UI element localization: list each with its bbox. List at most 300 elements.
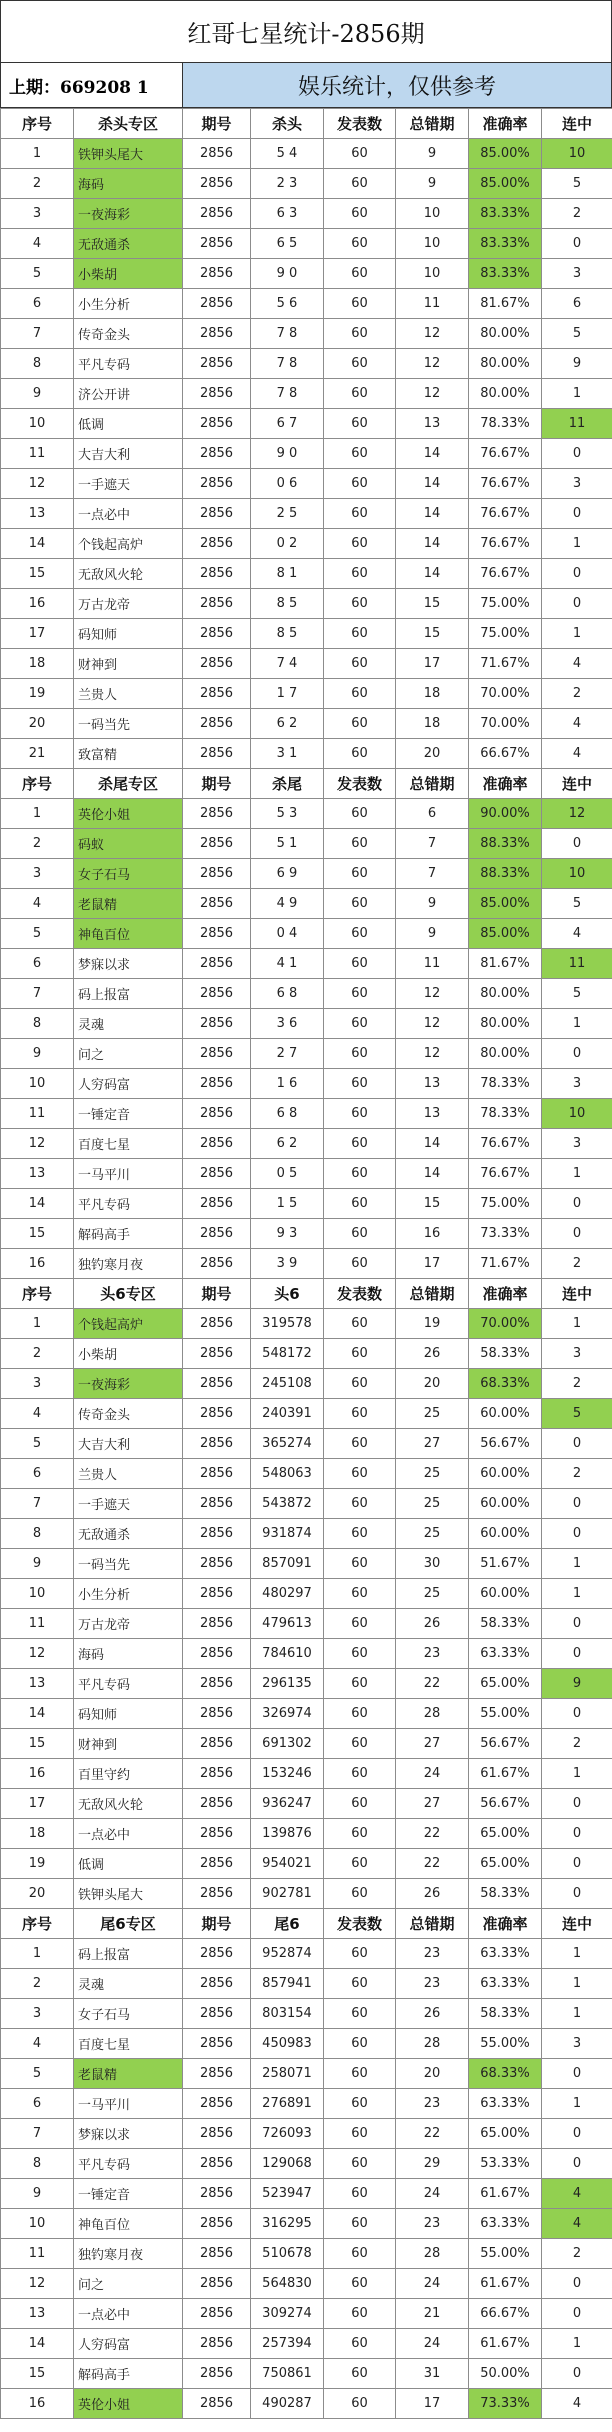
table-row [1,919,612,949]
cell-streak: 0 [542,829,612,859]
cell-value: 6 9 [251,859,324,889]
cell-index: 6 [1,949,74,979]
cell-value: 296135 [251,1669,324,1699]
cell-accuracy: 65.00% [469,1849,542,1879]
cell-count: 60 [324,2269,396,2299]
cell-count: 60 [324,1789,396,1819]
cell-errors: 28 [396,2239,469,2269]
cell-name: 码知师 [74,619,183,649]
column-header-value: 杀头 [251,109,324,139]
cell-index: 19 [1,1849,74,1879]
cell-period: 2856 [183,1789,251,1819]
cell-period: 2856 [183,559,251,589]
cell-name: 财神到 [74,1729,183,1759]
cell-errors: 21 [396,2299,469,2329]
cell-name: 低调 [74,409,183,439]
cell-count: 60 [324,1069,396,1099]
column-header-index: 序号 [1,109,74,139]
table-row [1,1819,612,1849]
cell-accuracy: 56.67% [469,1789,542,1819]
cell-errors: 14 [396,1159,469,1189]
cell-value: 490287 [251,2389,324,2419]
cell-streak: 2 [542,679,612,709]
cell-value: 1 7 [251,679,324,709]
column-header-accuracy: 准确率 [469,1909,542,1939]
cell-name: 低调 [74,1849,183,1879]
cell-value: 450983 [251,2029,324,2059]
cell-period: 2856 [183,1009,251,1039]
table-row [1,1429,612,1459]
cell-accuracy: 60.00% [469,1579,542,1609]
cell-errors: 13 [396,409,469,439]
cell-accuracy: 63.33% [469,2209,542,2239]
cell-value: 309274 [251,2299,324,2329]
cell-accuracy: 61.67% [469,2329,542,2359]
table-row [1,1759,612,1789]
cell-accuracy: 70.00% [469,1309,542,1339]
cell-accuracy: 76.67% [469,1129,542,1159]
cell-period: 2856 [183,1039,251,1069]
cell-count: 60 [324,619,396,649]
cell-count: 60 [324,1189,396,1219]
cell-streak: 2 [542,1459,612,1489]
cell-accuracy: 63.33% [469,2089,542,2119]
cell-value: 954021 [251,1849,324,1879]
cell-name: 老鼠精 [74,889,183,919]
table-row [1,1099,612,1129]
cell-streak: 0 [542,2299,612,2329]
cell-count: 60 [324,1039,396,1069]
cell-value: 258071 [251,2059,324,2089]
cell-name: 一马平川 [74,1159,183,1189]
cell-accuracy: 70.00% [469,679,542,709]
cell-index: 11 [1,1609,74,1639]
cell-accuracy: 76.67% [469,499,542,529]
cell-value: 8 5 [251,619,324,649]
table-row [1,319,612,349]
cell-errors: 16 [396,1219,469,1249]
column-header-value: 头6 [251,1279,324,1309]
last-draw: 上期：669208 1 [1,63,183,107]
table-row [1,1639,612,1669]
table-row [1,1729,612,1759]
cell-value: 1 5 [251,1189,324,1219]
cell-index: 20 [1,1879,74,1909]
cell-index: 12 [1,1129,74,1159]
column-header-count: 发表数 [324,1909,396,1939]
cell-streak: 4 [542,649,612,679]
cell-errors: 25 [396,1489,469,1519]
cell-value: 153246 [251,1759,324,1789]
cell-value: 523947 [251,2179,324,2209]
cell-streak: 2 [542,1249,612,1279]
table-row [1,1879,612,1909]
cell-accuracy: 71.67% [469,1249,542,1279]
cell-value: 129068 [251,2149,324,2179]
cell-period: 2856 [183,1159,251,1189]
cell-value: 0 6 [251,469,324,499]
cell-accuracy: 55.00% [469,1699,542,1729]
cell-value: 1 6 [251,1069,324,1099]
cell-count: 60 [324,1849,396,1879]
cell-name: 海码 [74,169,183,199]
cell-streak: 0 [542,559,612,589]
cell-value: 480297 [251,1579,324,1609]
cell-name: 女子石马 [74,859,183,889]
cell-period: 2856 [183,1759,251,1789]
cell-accuracy: 78.33% [469,409,542,439]
cell-errors: 28 [396,2029,469,2059]
cell-errors: 20 [396,1369,469,1399]
cell-count: 60 [324,1879,396,1909]
cell-index: 14 [1,529,74,559]
cell-value: 139876 [251,1819,324,1849]
cell-value: 5 6 [251,289,324,319]
cell-errors: 23 [396,1939,469,1969]
cell-errors: 23 [396,1639,469,1669]
cell-value: 5 3 [251,799,324,829]
cell-value: 784610 [251,1639,324,1669]
cell-errors: 25 [396,1579,469,1609]
cell-streak: 0 [542,2149,612,2179]
page-title: 红哥七星统计-2856期 [0,0,612,62]
section-header-row [1,109,612,139]
table-row [1,2269,612,2299]
cell-value: 6 8 [251,979,324,1009]
cell-name: 码蚁 [74,829,183,859]
cell-value: 902781 [251,1879,324,1909]
cell-value: 548172 [251,1339,324,1369]
cell-count: 60 [324,1159,396,1189]
cell-streak: 4 [542,919,612,949]
cell-index: 11 [1,2239,74,2269]
cell-period: 2856 [183,1069,251,1099]
cell-name: 平凡专码 [74,2149,183,2179]
table-row [1,229,612,259]
table-row [1,559,612,589]
cell-name: 铁钾头尾大 [74,1879,183,1909]
table-row [1,1219,612,1249]
cell-period: 2856 [183,2239,251,2269]
cell-index: 3 [1,1999,74,2029]
table-row [1,2299,612,2329]
cell-errors: 11 [396,949,469,979]
cell-streak: 11 [542,409,612,439]
cell-errors: 26 [396,1999,469,2029]
cell-count: 60 [324,589,396,619]
cell-count: 60 [324,1099,396,1129]
cell-errors: 15 [396,589,469,619]
cell-index: 1 [1,1939,74,1969]
cell-errors: 10 [396,229,469,259]
cell-count: 60 [324,439,396,469]
cell-count: 60 [324,1009,396,1039]
cell-errors: 12 [396,349,469,379]
cell-streak: 1 [542,1549,612,1579]
cell-errors: 31 [396,2359,469,2389]
cell-period: 2856 [183,2359,251,2389]
table-row [1,1609,612,1639]
cell-errors: 27 [396,1729,469,1759]
cell-errors: 7 [396,829,469,859]
cell-errors: 24 [396,1759,469,1789]
cell-accuracy: 65.00% [469,2119,542,2149]
table-row [1,1549,612,1579]
cell-name: 一手遮天 [74,1489,183,1519]
table-row [1,379,612,409]
table-row [1,199,612,229]
table-row [1,2329,612,2359]
cell-name: 灵魂 [74,1009,183,1039]
cell-index: 12 [1,1639,74,1669]
cell-period: 2856 [183,679,251,709]
cell-count: 60 [324,1249,396,1279]
cell-period: 2856 [183,619,251,649]
cell-errors: 13 [396,1069,469,1099]
cell-name: 一马平川 [74,2089,183,2119]
cell-accuracy: 73.33% [469,2389,542,2419]
cell-name: 人穷码富 [74,1069,183,1099]
cell-index: 10 [1,2209,74,2239]
cell-streak: 1 [542,1159,612,1189]
cell-accuracy: 85.00% [469,889,542,919]
cell-period: 2856 [183,2149,251,2179]
cell-name: 英伦小姐 [74,799,183,829]
cell-index: 12 [1,469,74,499]
table-row [1,1699,612,1729]
cell-count: 60 [324,1579,396,1609]
cell-period: 2856 [183,1129,251,1159]
cell-period: 2856 [183,139,251,169]
column-header-index: 序号 [1,1279,74,1309]
cell-period: 2856 [183,799,251,829]
cell-index: 15 [1,559,74,589]
column-header-streak: 连中 [542,1909,612,1939]
cell-accuracy: 78.33% [469,1069,542,1099]
cell-streak: 5 [542,319,612,349]
table-row [1,499,612,529]
cell-index: 8 [1,1519,74,1549]
cell-period: 2856 [183,289,251,319]
cell-count: 60 [324,949,396,979]
cell-value: 276891 [251,2089,324,2119]
cell-errors: 22 [396,1669,469,1699]
cell-index: 17 [1,1789,74,1819]
cell-period: 2856 [183,1369,251,1399]
cell-name: 问之 [74,1039,183,1069]
cell-index: 5 [1,259,74,289]
cell-streak: 3 [542,259,612,289]
cell-name: 海码 [74,1639,183,1669]
cell-errors: 19 [396,1309,469,1339]
column-header-period: 期号 [183,1909,251,1939]
cell-errors: 25 [396,1459,469,1489]
cell-index: 8 [1,2149,74,2179]
cell-streak: 4 [542,2389,612,2419]
cell-period: 2856 [183,1249,251,1279]
cell-accuracy: 85.00% [469,169,542,199]
cell-value: 3 9 [251,1249,324,1279]
cell-streak: 0 [542,589,612,619]
cell-count: 60 [324,169,396,199]
table-row [1,949,612,979]
cell-value: 365274 [251,1429,324,1459]
table-row [1,1579,612,1609]
table-row [1,1249,612,1279]
cell-errors: 12 [396,319,469,349]
cell-name: 百度七星 [74,2029,183,2059]
cell-name: 大吉大利 [74,1429,183,1459]
cell-index: 14 [1,2329,74,2359]
cell-period: 2856 [183,949,251,979]
table-row [1,1009,612,1039]
cell-errors: 23 [396,2089,469,2119]
cell-accuracy: 66.67% [469,2299,542,2329]
cell-period: 2856 [183,2299,251,2329]
cell-index: 2 [1,169,74,199]
cell-value: 9 3 [251,1219,324,1249]
cell-index: 10 [1,1069,74,1099]
cell-count: 60 [324,229,396,259]
cell-index: 15 [1,1219,74,1249]
cell-accuracy: 75.00% [469,1189,542,1219]
cell-value: 952874 [251,1939,324,1969]
cell-value: 0 4 [251,919,324,949]
section-header-row [1,1279,612,1309]
cell-index: 3 [1,199,74,229]
cell-errors: 22 [396,2119,469,2149]
cell-index: 13 [1,1669,74,1699]
cell-period: 2856 [183,259,251,289]
cell-accuracy: 60.00% [469,1489,542,1519]
cell-streak: 0 [542,1219,612,1249]
cell-count: 60 [324,2209,396,2239]
cell-name: 平凡专码 [74,1669,183,1699]
cell-errors: 14 [396,1129,469,1159]
table-row [1,439,612,469]
cell-index: 6 [1,1459,74,1489]
cell-accuracy: 83.33% [469,259,542,289]
cell-accuracy: 61.67% [469,2269,542,2299]
cell-errors: 18 [396,679,469,709]
cell-value: 750861 [251,2359,324,2389]
table-row [1,709,612,739]
cell-index: 13 [1,2299,74,2329]
cell-accuracy: 75.00% [469,619,542,649]
table-row [1,1189,612,1219]
cell-count: 60 [324,1219,396,1249]
cell-streak: 0 [542,1849,612,1879]
cell-name: 码上报富 [74,979,183,1009]
cell-name: 无敌风火轮 [74,1789,183,1819]
cell-errors: 14 [396,469,469,499]
cell-streak: 1 [542,2089,612,2119]
cell-count: 60 [324,1309,396,1339]
cell-period: 2856 [183,2119,251,2149]
cell-period: 2856 [183,1609,251,1639]
cell-count: 60 [324,289,396,319]
cell-errors: 24 [396,2179,469,2209]
cell-name: 神龟百位 [74,919,183,949]
table-row [1,1339,612,1369]
cell-name: 一锤定音 [74,1099,183,1129]
cell-count: 60 [324,1969,396,1999]
cell-streak: 12 [542,799,612,829]
cell-accuracy: 71.67% [469,649,542,679]
cell-index: 4 [1,889,74,919]
cell-streak: 1 [542,1759,612,1789]
cell-value: 543872 [251,1489,324,1519]
cell-name: 解码高手 [74,1219,183,1249]
cell-streak: 11 [542,949,612,979]
cell-count: 60 [324,319,396,349]
cell-count: 60 [324,1819,396,1849]
cell-index: 12 [1,2269,74,2299]
table-row [1,2389,612,2419]
cell-index: 4 [1,229,74,259]
cell-period: 2856 [183,1729,251,1759]
table-row [1,829,612,859]
cell-index: 8 [1,349,74,379]
cell-index: 17 [1,619,74,649]
cell-count: 60 [324,2389,396,2419]
table-row [1,649,612,679]
cell-period: 2856 [183,1189,251,1219]
cell-name: 无敌通杀 [74,229,183,259]
cell-count: 60 [324,889,396,919]
cell-index: 6 [1,289,74,319]
cell-count: 60 [324,799,396,829]
cell-streak: 1 [542,2329,612,2359]
cell-period: 2856 [183,499,251,529]
cell-count: 60 [324,349,396,379]
cell-period: 2856 [183,2059,251,2089]
cell-errors: 12 [396,379,469,409]
cell-value: 9 0 [251,259,324,289]
cell-name: 小柴胡 [74,1339,183,1369]
column-header-accuracy: 准确率 [469,769,542,799]
cell-value: 2 7 [251,1039,324,1069]
cell-errors: 15 [396,1189,469,1219]
table-row [1,1399,612,1429]
cell-errors: 14 [396,559,469,589]
cell-value: 5 4 [251,139,324,169]
table-row [1,1489,612,1519]
cell-streak: 1 [542,529,612,559]
cell-streak: 0 [542,2059,612,2089]
cell-errors: 9 [396,919,469,949]
cell-accuracy: 63.33% [469,1639,542,1669]
cell-count: 60 [324,979,396,1009]
cell-streak: 2 [542,1369,612,1399]
cell-streak: 3 [542,2029,612,2059]
cell-period: 2856 [183,859,251,889]
cell-accuracy: 76.67% [469,1159,542,1189]
cell-streak: 0 [542,1519,612,1549]
column-header-count: 发表数 [324,109,396,139]
cell-streak: 4 [542,709,612,739]
cell-streak: 1 [542,1999,612,2029]
cell-period: 2856 [183,1099,251,1129]
cell-accuracy: 68.33% [469,1369,542,1399]
cell-name: 一夜海彩 [74,199,183,229]
cell-period: 2856 [183,1459,251,1489]
cell-name: 济公开讲 [74,379,183,409]
cell-value: 6 5 [251,229,324,259]
cell-streak: 0 [542,1039,612,1069]
table-row [1,979,612,1009]
cell-streak: 0 [542,439,612,469]
